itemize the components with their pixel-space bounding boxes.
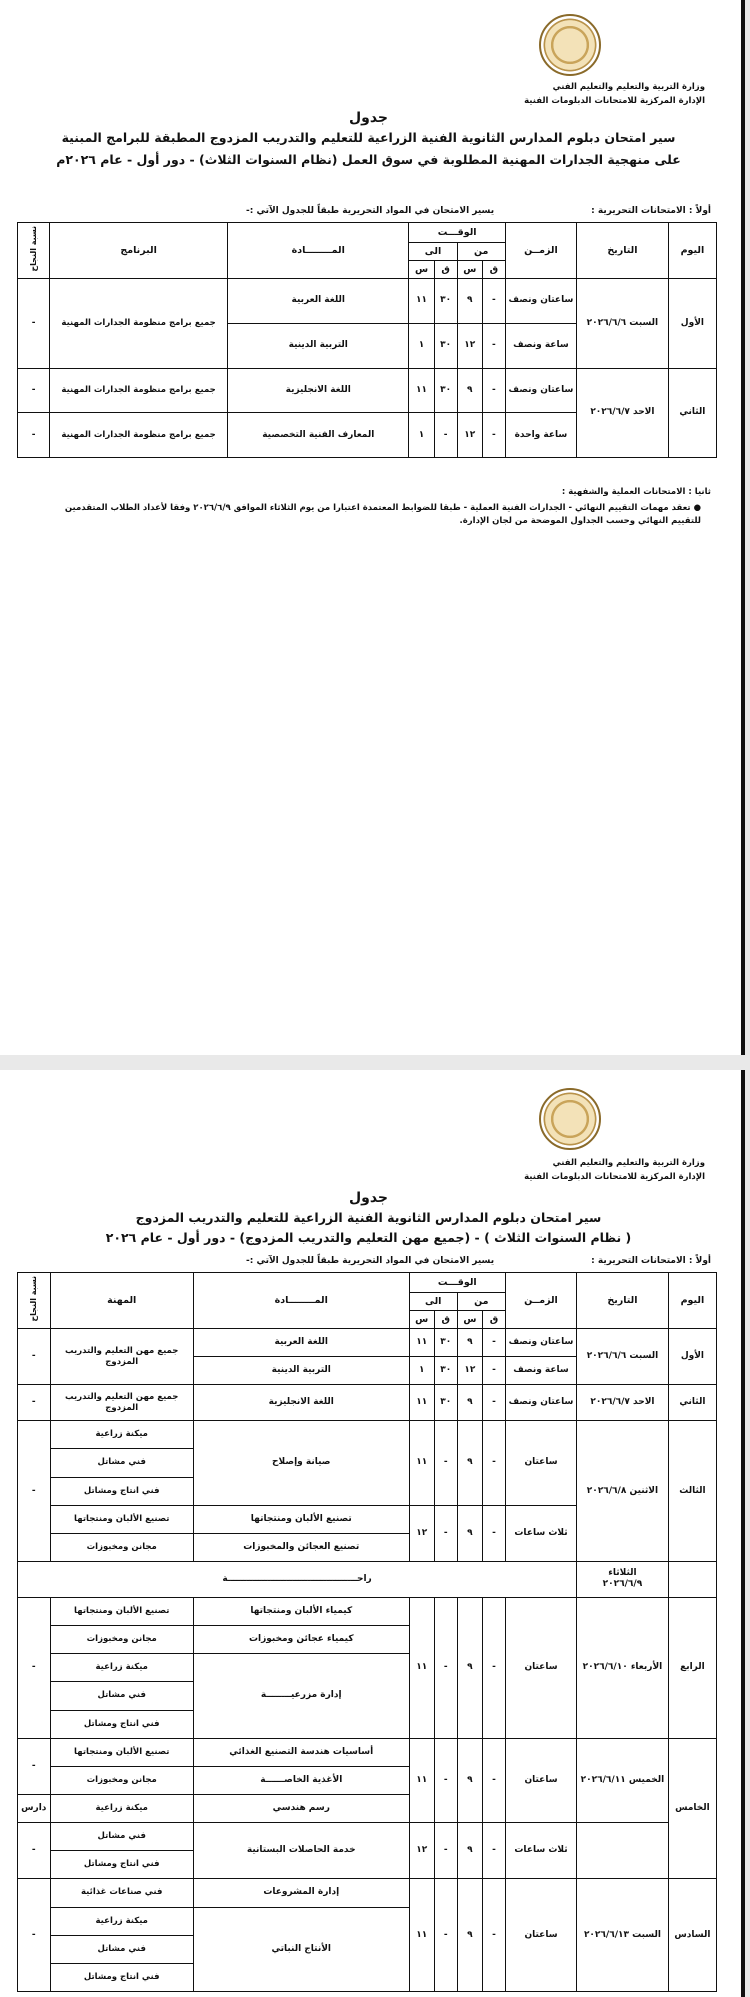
department-name: الإدارة المركزية للامتحانات الدبلومات الفنية [524, 1172, 705, 1182]
day-cell: الثالث [668, 1421, 716, 1562]
subject-cell: اللغة الانجليزية [193, 1385, 409, 1421]
col-time: الوقـــت [409, 223, 505, 243]
duration-cell: ساعتان ونصف [505, 1329, 576, 1357]
subject-cell: اللغة العربية [193, 1329, 409, 1357]
from-hour-cell: ٩ [457, 368, 482, 413]
to-minute-cell: - [434, 1421, 457, 1505]
profession-cell: تصنيع الألبان ومنتجاتها [50, 1597, 193, 1625]
duration-cell: ثلاث ساعات [505, 1823, 576, 1879]
to-minute-cell: ٣٠ [434, 368, 457, 413]
col-to-m: ق [434, 1311, 457, 1329]
table-row [18, 1421, 717, 1449]
col-percentage [18, 223, 50, 279]
percentage-cell: - [18, 1823, 51, 1879]
percentage-cell: - [18, 1385, 51, 1421]
col-from-h: س [457, 261, 482, 279]
day-cell: الأول [668, 1329, 716, 1385]
percentage-cell: - [18, 368, 50, 413]
date-cell [577, 1823, 669, 1879]
to-minute-cell: - [434, 1738, 457, 1822]
from-minute-cell: - [483, 1597, 506, 1738]
to-hour-cell: ١ [409, 413, 434, 458]
table-row [18, 1738, 717, 1766]
subject-cell: تصنيع الألبان ومنتجاتها [193, 1505, 409, 1533]
subject-cell: المعارف الفنية التخصصية [228, 413, 409, 458]
subject-cell: أساسيات هندسة التصنيع الغذائي [193, 1738, 409, 1766]
percentage-cell: - [18, 1738, 51, 1794]
subject-cell: كيمياء الألبان ومنتجاتها [193, 1597, 409, 1625]
from-hour-cell: ٩ [457, 1421, 482, 1505]
profession-cell: تصنيع الألبان ومنتجاتها [50, 1738, 193, 1766]
col-time: الوقـــت [409, 1273, 505, 1293]
table-row [18, 1385, 717, 1421]
percentage-cell: - [18, 1879, 51, 1992]
from-minute-cell: - [483, 1738, 506, 1822]
col-day: اليوم [668, 1273, 716, 1329]
ministry-logo [539, 14, 601, 76]
from-hour-cell: ١٢ [457, 1357, 482, 1385]
doc-title-line-1: سير امتحان دبلوم المدارس الثانوية الفنية الزراعية للتعليم والتدريب المزدوج [135, 1210, 602, 1225]
from-minute-cell: - [483, 1421, 506, 1505]
col-to-h: س [409, 1311, 434, 1329]
col-to: الى [409, 243, 457, 261]
duration-cell: ساعة ونصف [505, 1357, 576, 1385]
percentage-cell: - [18, 1329, 51, 1385]
section-label: أولاً : الامتحانات التحريرية : [591, 1256, 711, 1266]
from-minute-cell: - [483, 1329, 506, 1357]
duration-cell: ساعتان [505, 1738, 576, 1822]
profession-cell: جميع مهن التعليم والتدريب المزدوج [50, 1385, 193, 1421]
subject-cell: اللغة الانجليزية [228, 368, 409, 413]
from-hour-cell: ٩ [457, 1385, 482, 1421]
department-name: الإدارة المركزية للامتحانات الدبلومات الفنية [524, 96, 705, 106]
ministry-name: وزارة التربية والتعليم والتعليم الفني [552, 82, 705, 92]
percentage-cell: - [18, 413, 50, 458]
from-hour-cell: ٩ [457, 279, 482, 324]
from-hour-cell: ٩ [457, 1823, 482, 1879]
to-minute-cell: - [434, 413, 457, 458]
col-from-h: س [457, 1311, 482, 1329]
to-minute-cell: - [434, 1597, 457, 1738]
date-cell: الثلاثاء ٢٠٢٦/٦/٩ [577, 1561, 669, 1597]
duration-cell: ساعة ونصف [505, 323, 576, 368]
section-label: أولاً : الامتحانات التحريرية : [591, 206, 711, 216]
to-minute-cell: - [434, 1879, 457, 1992]
col-program: البرنامج [50, 223, 228, 279]
table-row [18, 368, 717, 413]
profession-cell: فني مشاتل [50, 1935, 193, 1963]
col-profession: المهنة [50, 1273, 193, 1329]
table-row [18, 279, 717, 324]
profession-cell: فني انتاج ومشاتل [50, 1963, 193, 1991]
profession-cell: ميكنة زراعية [50, 1654, 193, 1682]
to-hour-cell: ١٢ [409, 1823, 434, 1879]
col-duration: الزمــن [505, 223, 576, 279]
col-from-m: ق [482, 261, 505, 279]
date-cell: السبت ٢٠٢٦/٦/٦ [577, 1329, 669, 1385]
subject-cell: إدارة مزرعيــــــــة [193, 1654, 409, 1738]
day-cell [668, 1561, 716, 1597]
duration-cell: ساعة واحدة [505, 413, 576, 458]
to-hour-cell: ١١ [409, 368, 434, 413]
to-hour-cell: ١٢ [409, 1505, 434, 1561]
col-date: التاريخ [576, 223, 668, 279]
from-minute-cell: - [483, 1823, 506, 1879]
subject-cell: خدمة الحاصلات البستانية [193, 1823, 409, 1879]
subject-cell: إدارة المشروعات [193, 1879, 409, 1907]
to-hour-cell: ١ [409, 1357, 434, 1385]
profession-cell: فني مشاتل [50, 1449, 193, 1477]
section-written-exams [26, 1256, 711, 1266]
table-row [18, 1561, 717, 1597]
date-cell: السبت ٢٠٢٦/٦/٦ [576, 279, 668, 369]
subject-cell: رسم هندسي [193, 1794, 409, 1822]
duration-cell: ساعتان [505, 1879, 576, 1992]
profession-cell: مجانن ومخبوزات [50, 1626, 193, 1654]
profession-cell: مجانن ومخبوزات [50, 1766, 193, 1794]
subject-cell: كيمياء عجائن ومخبوزات [193, 1626, 409, 1654]
profession-cell: مجانن ومخبوزات [50, 1533, 193, 1561]
to-hour-cell: ١١ [409, 279, 434, 324]
doc-title-line-1: سير امتحان دبلوم المدارس الثانوية الفنية الزراعية للتعليم والتدريب المزدوج المطبقة للبرامج المبنية [61, 130, 676, 145]
to-hour-cell: ١١ [409, 1597, 434, 1738]
from-minute-cell: - [483, 1879, 506, 1992]
profession-cell: فني مشاتل [50, 1823, 193, 1851]
from-hour-cell: ٩ [457, 1879, 482, 1992]
col-to-m: ق [434, 261, 457, 279]
col-percentage-label: نسبة النجاح [29, 226, 39, 272]
profession-cell: تصنيع الألبان ومنتجاتها [50, 1505, 193, 1533]
percentage-cell: - [18, 279, 50, 369]
date-cell: الاحد ٢٠٢٦/٦/٧ [577, 1385, 669, 1421]
subject-cell: اللغة العربية [228, 279, 409, 324]
ministry-name: وزارة التربية والتعليم والتعليم الفني [552, 1158, 705, 1168]
schedule-table-1 [17, 222, 717, 458]
subject-cell: التربية الدينية [193, 1357, 409, 1385]
to-minute-cell: - [434, 1823, 457, 1879]
day-cell: السادس [668, 1879, 716, 1992]
duration-cell: ساعتان [505, 1421, 576, 1505]
day-cell: الأول [668, 279, 716, 369]
note-label: ثانيا : الامتحانات العملية والشفهية : [561, 487, 711, 497]
from-hour-cell: ٩ [457, 1597, 482, 1738]
date-cell: السبت ٢٠٢٦/٦/١٣ [577, 1879, 669, 1992]
practical-exams-section [40, 486, 711, 528]
rest-day-cell: راحــــــــــــــــــــــــــــــــــــــــــة [18, 1561, 577, 1597]
subject-cell: تصنيع العجائن والمخبوزات [193, 1533, 409, 1561]
to-hour-cell: ١١ [409, 1421, 434, 1505]
from-hour-cell: ١٢ [457, 323, 482, 368]
col-day: اليوم [668, 223, 716, 279]
col-date: التاريخ [577, 1273, 669, 1329]
program-cell: جميع برامج منظومة الجدارات المهنية [50, 413, 228, 458]
to-hour-cell: ١١ [409, 1738, 434, 1822]
day-cell: الرابع [668, 1597, 716, 1738]
subject-cell: الأنتاج النباتي [193, 1907, 409, 1991]
to-minute-cell: ٣٠ [434, 1329, 457, 1357]
ministry-header [524, 80, 705, 108]
duration-cell: ثلاث ساعات [505, 1505, 576, 1561]
col-to-h: س [409, 261, 434, 279]
ministry-logo [539, 1088, 601, 1150]
program-cell: جميع برامج منظومة الجدارات المهنية [50, 368, 228, 413]
schedule-table-2 [17, 1272, 717, 1992]
to-hour-cell: ١١ [409, 1879, 434, 1992]
program-cell: جميع برامج منظومة الجدارات المهنية [50, 279, 228, 369]
to-minute-cell: - [434, 1505, 457, 1561]
duration-cell: ساعتان [505, 1597, 576, 1738]
profession-cell: جميع مهن التعليم والتدريب المزدوج [50, 1329, 193, 1385]
from-minute-cell: - [482, 368, 505, 413]
document-page-2 [0, 1070, 745, 1997]
profession-cell: ميكنة زراعية [50, 1907, 193, 1935]
doc-title-line-2: على منهجية الجدارات المهنية المطلوبة في سوق العمل (نظام السنوات الثلاث) - دور أول - عام ٢٠٢٦م [56, 152, 681, 167]
col-percentage-label: نسبة النجاح [29, 1276, 39, 1322]
subject-cell: التربية الدينية [228, 323, 409, 368]
from-minute-cell: - [482, 279, 505, 324]
profession-cell: فني مشاتل [50, 1682, 193, 1710]
from-minute-cell: - [483, 1357, 506, 1385]
from-minute-cell: - [483, 1505, 506, 1561]
doc-heading: جدول [348, 110, 389, 126]
percentage-cell: - [18, 1421, 51, 1562]
from-hour-cell: ٩ [457, 1738, 482, 1822]
profession-cell: فني انتاج ومشاتل [50, 1477, 193, 1505]
date-cell: الأربعاء ٢٠٢٦/٦/١٠ [577, 1597, 669, 1738]
section-text: يسير الامتحان في المواد التحريرية طبقاً للجدول الآتي :- [246, 206, 495, 216]
col-subject: المــــــــادة [228, 223, 409, 279]
date-cell: الاحد ٢٠٢٦/٦/٧ [576, 368, 668, 458]
percentage-cell: - [18, 1597, 51, 1738]
day-cell: الثاني [668, 368, 716, 458]
from-minute-cell: - [483, 1385, 506, 1421]
doc-title-line-2: ( نظام السنوات الثلاث ) - (جميع مهن التعليم والتدريب المزدوج) - دور أول - عام ٢٠٢٦ [105, 1230, 632, 1245]
note-text: ● تعقد مهمات التقييم النهائي - الجدارات الفنية العملية - طبقا للضوابط المعتمدة اعتبارا من يوم الثلاثاء الموافق ٢٠٢٦/٦/٩ وفقا لأعداد الطلاب المتقدمين للتقييم النهائي وحسب الجداول الموضحة من لجان الإدارة. [64, 503, 701, 526]
col-percentage [18, 1273, 51, 1329]
from-minute-cell: - [482, 323, 505, 368]
col-duration: الزمــن [505, 1273, 576, 1329]
date-cell: الخميس ٢٠٢٦/٦/١١ [577, 1738, 669, 1822]
duration-cell: ساعتان ونصف [505, 368, 576, 413]
col-from: من [457, 1293, 505, 1311]
col-subject: المــــــــادة [193, 1273, 409, 1329]
table-row [18, 1823, 717, 1851]
duration-cell: ساعتان ونصف [505, 279, 576, 324]
from-hour-cell: ٩ [457, 1329, 482, 1357]
table-row [18, 1879, 717, 1907]
to-minute-cell: ٣٠ [434, 1357, 457, 1385]
ministry-header [524, 1156, 705, 1184]
subject-cell: الأغذية الخاصــــــة [193, 1766, 409, 1794]
to-minute-cell: ٣٠ [434, 323, 457, 368]
subject-cell: صيانة وإصلاح [193, 1421, 409, 1505]
profession-cell: فني انتاج ومشاتل [50, 1710, 193, 1738]
day-cell: الخامس [668, 1738, 716, 1879]
duration-cell: ساعتان ونصف [505, 1385, 576, 1421]
to-hour-cell: ١١ [409, 1385, 434, 1421]
to-hour-cell: ١ [409, 323, 434, 368]
col-from: من [457, 243, 505, 261]
profession-cell: فني انتاج ومشاتل [50, 1851, 193, 1879]
doc-heading: جدول [348, 1190, 389, 1206]
to-hour-cell: ١١ [409, 1329, 434, 1357]
page-separator [0, 1055, 750, 1070]
section-written-exams [26, 206, 711, 216]
col-to: الى [409, 1293, 457, 1311]
to-minute-cell: ٣٠ [434, 279, 457, 324]
day-cell: الثاني [668, 1385, 716, 1421]
to-minute-cell: ٣٠ [434, 1385, 457, 1421]
date-cell: الاثنين ٢٠٢٦/٦/٨ [577, 1421, 669, 1562]
table-row [18, 1597, 717, 1625]
profession-cell: ميكنة زراعية [50, 1421, 193, 1449]
profession-cell: ميكنة زراعية [50, 1794, 193, 1822]
from-minute-cell: - [482, 413, 505, 458]
table-row [18, 1329, 717, 1357]
from-hour-cell: ١٢ [457, 413, 482, 458]
col-from-m: ق [483, 1311, 506, 1329]
section-text: يسير الامتحان في المواد التحريرية طبقاً للجدول الآتي :- [246, 1256, 495, 1266]
percentage-cell: دارس [18, 1794, 51, 1822]
profession-cell: فني صناعات غذائية [50, 1879, 193, 1907]
from-hour-cell: ٩ [457, 1505, 482, 1561]
